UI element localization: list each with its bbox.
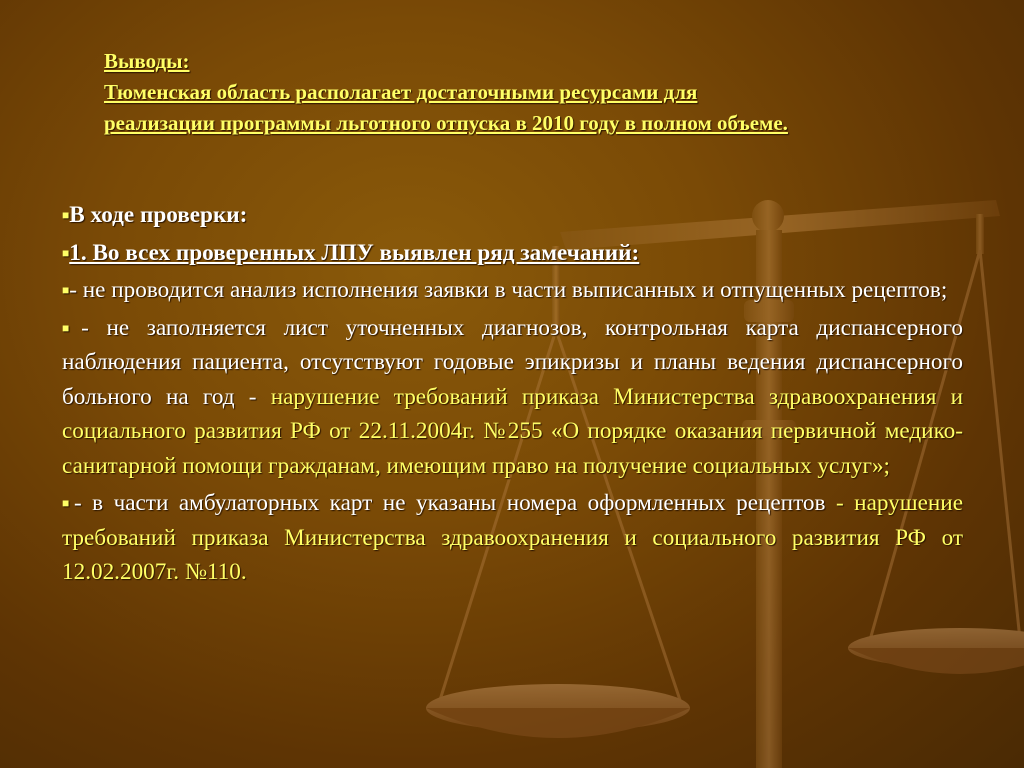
slide-header <box>104 46 964 139</box>
bullet-outpatient-text: - в части амбулаторных карт не указаны номера оформленных рецептов <box>73 490 826 516</box>
bullet-remarks <box>62 236 963 271</box>
bullet-marker: ■ <box>62 283 70 297</box>
bullet-outpatient-violation: - нарушение требований приказа Министерства здравоохранения и социального развития РФ от 12.02.2007г. №110. <box>62 490 964 585</box>
bullet-inspection-text: В ходе проверки: <box>69 202 248 228</box>
bullet-marker: ■ <box>62 208 70 222</box>
conclusion-line-2: реализации программы льготного отпуска в 2010 году в полном объеме. <box>104 111 788 135</box>
bullet-diagnoses <box>62 311 963 484</box>
bullet-diagnoses-violation: нарушение требований приказа Министерства здравоохранения и социального развития РФ от 22.11.2004г. №255 «О порядке оказания первичной медико-санитарной помощи гражданам, имеющим право на получение социальных услуг»; <box>62 383 964 479</box>
bullet-marker: ■ <box>62 320 82 335</box>
bullet-marker: ■ <box>62 496 74 510</box>
slide-body <box>62 198 963 593</box>
conclusion-line-1: Тюменская область располагает достаточными ресурсами для <box>104 80 698 104</box>
bullet-inspection <box>62 198 963 233</box>
bullet-remarks-text: 1. Во всех проверенных ЛПУ выявлен ряд замечаний: <box>69 239 640 266</box>
bullet-outpatient-cards <box>62 486 963 590</box>
bullet-analysis <box>62 273 963 308</box>
bullet-diagnoses-text: - не заполняется лист уточненных диагнозов, контрольная карта диспансерного наблюдения пациента, отсутствуют годовые эпикризы и планы ведения диспансерного больного на год - <box>62 314 963 410</box>
bullet-analysis-text: - не проводится анализ исполнения заявки в части выписанных и отпущенных рецептов; <box>69 277 948 303</box>
bullet-marker: ■ <box>62 245 70 260</box>
conclusions-title: Выводы: <box>104 49 190 73</box>
